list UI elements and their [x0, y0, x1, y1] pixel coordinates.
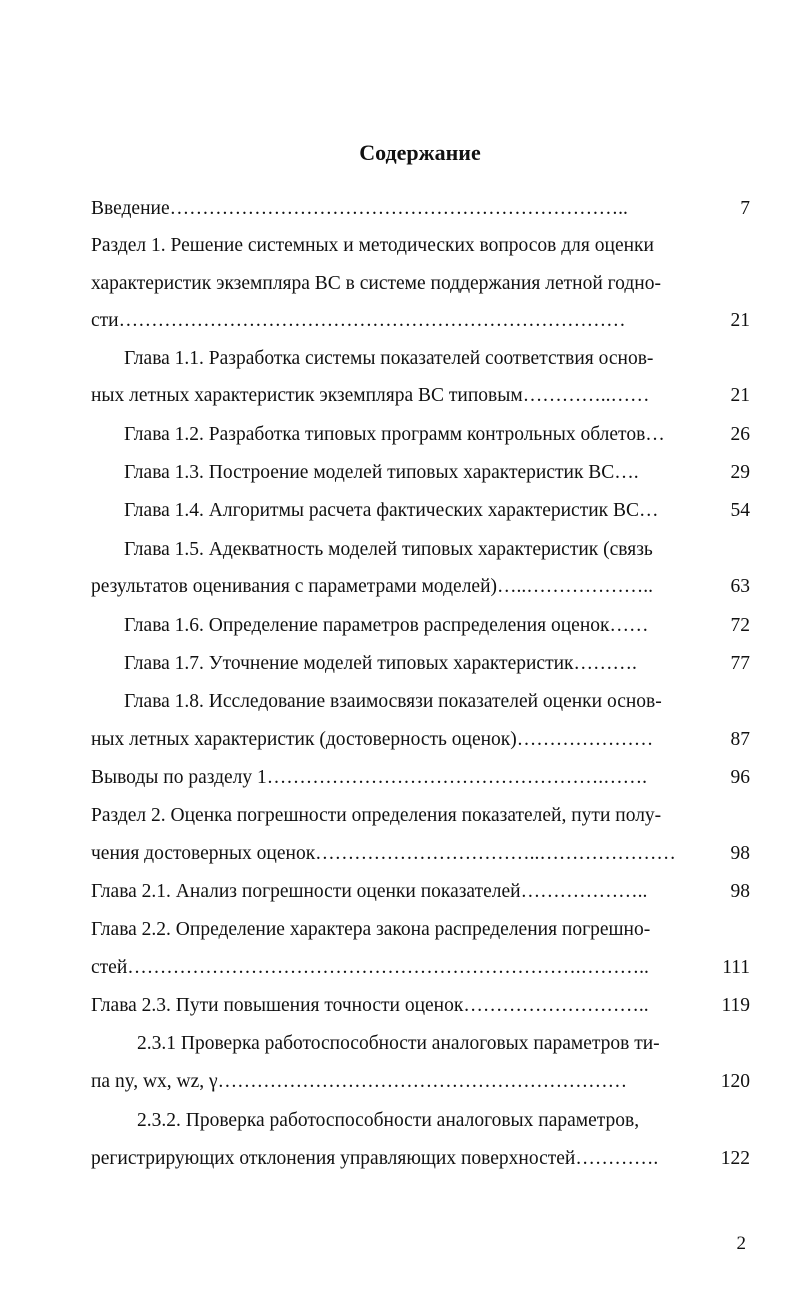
- toc-page-number: 72: [730, 615, 750, 636]
- toc-line: ных летных характеристик (достоверность оценок)…………………: [91, 729, 654, 750]
- toc-line: Введение……………………………………………………………..: [91, 198, 628, 219]
- toc-page-number: 29: [730, 462, 750, 483]
- toc-line: Глава 1.5. Адекватность моделей типовых характеристик (связь: [124, 539, 653, 560]
- toc-page-number: 26: [730, 424, 750, 445]
- toc-line: Раздел 2. Оценка погрешности определения показателей, пути полу-: [91, 805, 662, 826]
- toc-line: Глава 1.7. Уточнение моделей типовых характеристик……….: [124, 653, 637, 674]
- toc-line: сти……………………………………………………………………: [91, 310, 626, 331]
- toc-line: регистрирующих отклонения управляющих поверхностей………….: [91, 1148, 659, 1169]
- toc-line: Глава 1.8. Исследование взаимосвязи показателей оценки основ-: [124, 691, 662, 712]
- toc-page-number: 63: [730, 576, 750, 597]
- toc-page-number: 7: [740, 198, 750, 219]
- toc-page-number: 96: [730, 767, 750, 788]
- page-title: Содержание: [359, 140, 481, 165]
- toc-page-number: 98: [730, 843, 750, 864]
- toc-line: Раздел 1. Решение системных и методических вопросов для оценки: [91, 235, 654, 256]
- toc-page-number: 54: [730, 500, 750, 521]
- toc-line: результатов оценивания с параметрами моделей)…..………………..: [91, 576, 654, 597]
- toc-line: 2.3.1 Проверка работоспособности аналоговых параметров ти-: [137, 1033, 660, 1054]
- toc-line: Глава 2.3. Пути повышения точности оценок………………………..: [91, 995, 649, 1016]
- toc-page-number: 21: [730, 310, 750, 331]
- toc-page-number: 120: [720, 1071, 750, 1092]
- toc-line: характеристик экземпляра ВС в системе поддержания летной годно-: [91, 273, 661, 294]
- toc-line: Глава 2.1. Анализ погрешности оценки показателей………………..: [91, 881, 648, 902]
- toc-line: Глава 2.2. Определение характера закона распределения погрешно-: [91, 919, 651, 940]
- toc-page-number: 98: [730, 881, 750, 902]
- toc-line: ных летных характеристик экземпляра ВС типовым…………..……: [91, 385, 650, 406]
- toc-page-number: 21: [730, 385, 750, 406]
- toc-line: Глава 1.4. Алгоритмы расчета фактических характеристик ВС…: [124, 500, 659, 521]
- toc-line: Глава 1.6. Определение параметров распределения оценок……: [124, 615, 649, 636]
- toc-line: Глава 1.2. Разработка типовых программ контрольных облетов…: [124, 424, 665, 445]
- page-number: 2: [736, 1233, 746, 1254]
- toc-page-number: 122: [720, 1148, 750, 1169]
- toc-page-number: 87: [730, 729, 750, 750]
- toc-line: Глава 1.3. Построение моделей типовых характеристик ВС….: [124, 462, 639, 483]
- toc-line: 2.3.2. Проверка работоспособности аналоговых параметров,: [137, 1110, 640, 1131]
- toc-page-number: 111: [722, 957, 750, 978]
- toc-line: Выводы по разделу 1…………………………………………….…….: [91, 767, 648, 788]
- toc-line: стей…………………………………………………………….………..: [91, 957, 649, 978]
- toc-line: па ny, wx, wz, γ………………………………………………………: [91, 1071, 628, 1092]
- toc-line: чения достоверных оценок……………………………..…………………: [91, 843, 676, 864]
- toc-page-number: 119: [721, 995, 750, 1016]
- toc-page-number: 77: [730, 653, 750, 674]
- toc-line: Глава 1.1. Разработка системы показателей соответствия основ-: [124, 348, 654, 369]
